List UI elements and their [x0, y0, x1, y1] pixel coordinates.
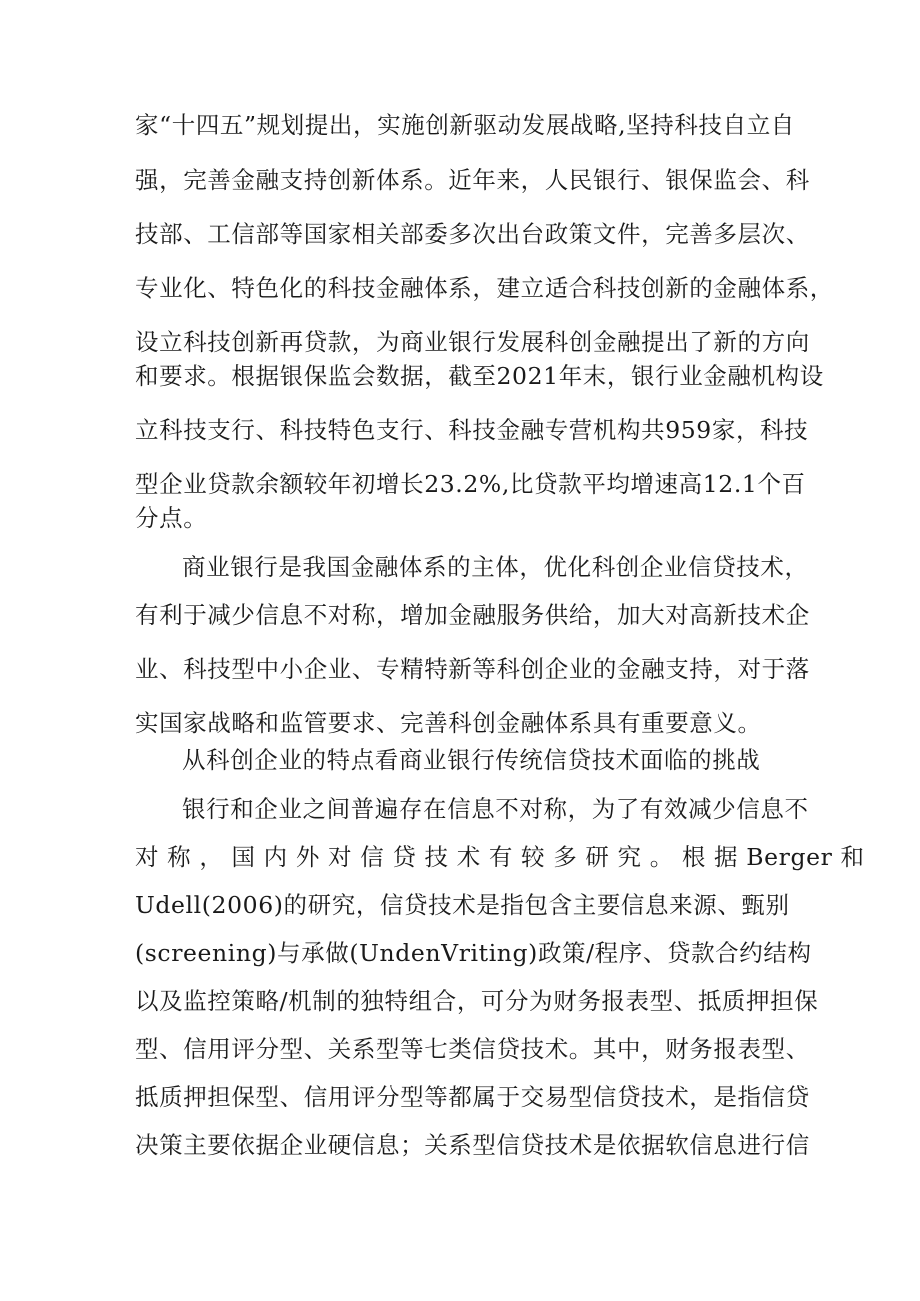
text-line: 业、科技型中小企业、专精特新等科创企业的金融支持，对于落 [135, 655, 810, 683]
text-line: 家“十四五”规划提出，实施创新驱动发展战略,坚持科技自立自 [135, 111, 795, 139]
text-line: 型企业贷款余额较年初增长23.2%,比贷款平均增速高12.1个百 [135, 470, 806, 498]
text-line: 技部、工信部等国家相关部委多次出台政策文件，完善多层次、 [135, 220, 810, 248]
text-line: 分点。 [135, 504, 208, 532]
text-line: 型、信用评分型、关系型等七类信贷技术。其中，财务报表型、 [135, 1035, 810, 1063]
text-line: 抵质押担保型、信用评分型等都属于交易型信贷技术，是指信贷 [135, 1083, 810, 1111]
text-line: 对 称 ， 国 内 外 对 信 贷 技 术 有 较 多 研 究 。 根 据 Berger 和 [135, 843, 865, 871]
text-line: 决策主要依据企业硬信息；关系型信贷技术是依据软信息进行信 [135, 1131, 810, 1159]
text-line: 强，完善金融支持创新体系。近年来，人民银行、银保监会、科 [135, 166, 810, 194]
text-line: 设立科技创新再贷款，为商业银行发展科创金融提出了新的方向 [135, 328, 810, 356]
text-line: 以及监控策略/机制的独特组合，可分为财务报表型、抵质押担保 [135, 987, 819, 1015]
text-line: 和要求。根据银保监会数据，截至2021年末，银行业金融机构设 [135, 362, 824, 390]
text-line: 专业化、特色化的科技金融体系，建立适合科技创新的金融体系， [135, 274, 834, 302]
text-line: 商业银行是我国金融体系的主体，优化科创企业信贷技术， [182, 553, 809, 581]
text-line: 立科技支行、科技特色支行、科技金融专营机构共959家，科技 [135, 416, 809, 444]
section-heading: 从科创企业的特点看商业银行传统信贷技术面临的挑战 [182, 746, 761, 774]
text-line: 有利于减少信息不对称，增加金融服务供给，加大对高新技术企 [135, 601, 810, 629]
text-line: (screening)与承做(UndenVriting)政策/程序、贷款合约结构 [135, 939, 812, 967]
text-line: 实国家战略和监管要求、完善科创金融体系具有重要意义。 [135, 709, 762, 737]
text-line: 银行和企业之间普遍存在信息不对称，为了有效减少信息不 [182, 795, 809, 823]
text-line: Udell(2006)的研究，信贷技术是指包含主要信息来源、甄别 [135, 891, 790, 919]
